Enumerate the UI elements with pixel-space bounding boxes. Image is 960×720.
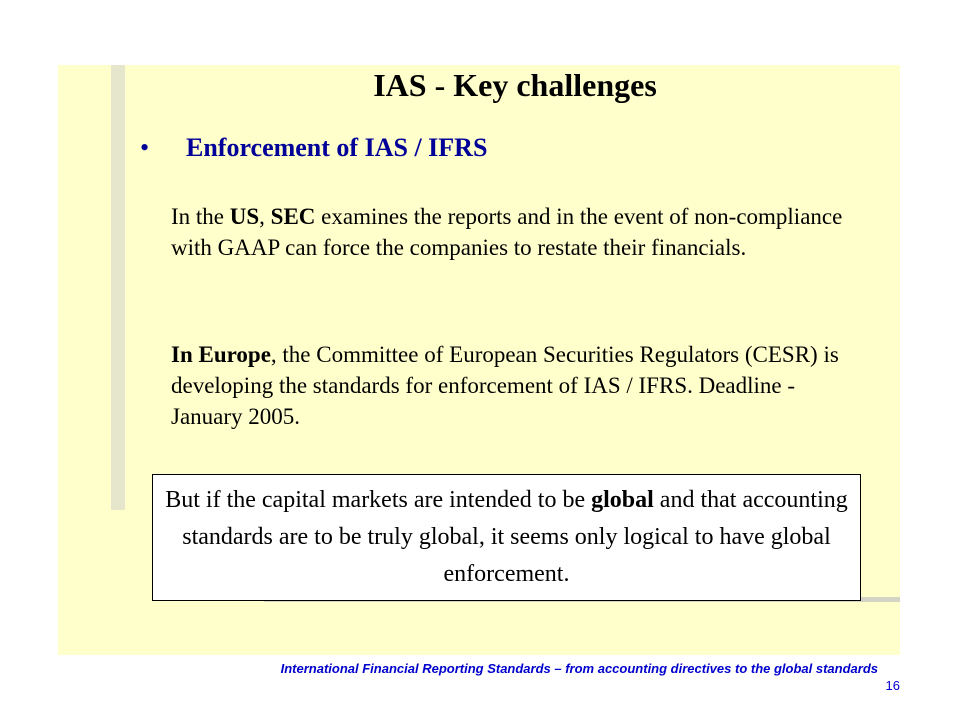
paragraph-europe-bold: In Europe bbox=[171, 342, 271, 367]
slide-title: IAS - Key challenges bbox=[373, 67, 657, 103]
paragraph-us bbox=[171, 201, 871, 263]
bullet-heading-text: Enforcement of IAS / IFRS bbox=[186, 133, 488, 162]
paragraph-us-text-3: examines the reports and in the event of non-compliance with GAAP can force the companies to restate their financials. bbox=[171, 204, 843, 260]
bullet-icon: • bbox=[140, 133, 150, 162]
callout-text bbox=[163, 482, 850, 593]
paragraph-us-text-2: , bbox=[259, 204, 271, 229]
footer-caption: International Financial Reporting Standards – from accounting directives to the global standards bbox=[280, 661, 878, 676]
callout-text-1: But if the capital markets are intended to be bbox=[165, 487, 592, 513]
callout-bold-global: global bbox=[591, 487, 654, 513]
paragraph-us-bold-sec: SEC bbox=[270, 204, 316, 229]
callout-text-2: and that accounting standards are to be truly global, it seems only logical to have global enforcement. bbox=[182, 487, 848, 587]
paragraph-europe bbox=[171, 339, 871, 432]
paragraph-us-bold-us: US bbox=[229, 204, 260, 229]
callout-box bbox=[152, 474, 861, 601]
bullet-heading bbox=[140, 128, 487, 168]
decorative-vertical-bar bbox=[111, 65, 125, 510]
page-number: 16 bbox=[885, 678, 900, 693]
paragraph-us-text-1: In the bbox=[171, 204, 230, 229]
paragraph-europe-text: , the Committee of European Securities Regulators (CESR) is developing the standards for enforcement of IAS / IFRS. Deadline - January 2005. bbox=[171, 342, 839, 429]
